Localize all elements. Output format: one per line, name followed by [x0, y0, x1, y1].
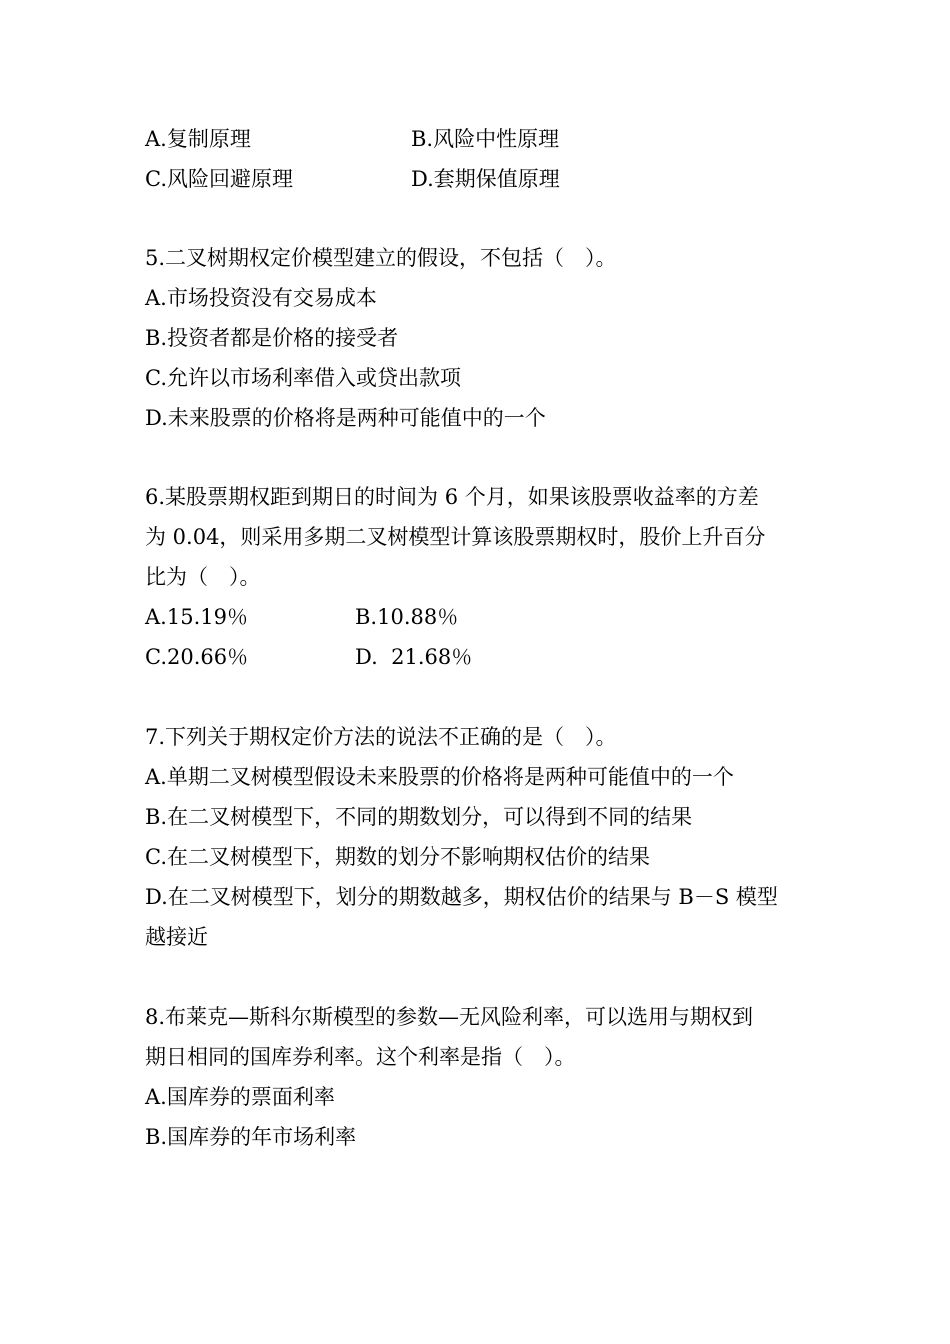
q7-option-c: C.在二叉树模型下，期数的划分不影响期权估价的结果 — [145, 845, 650, 869]
q4-option-b: B.风险中性原理 — [411, 127, 560, 151]
q6-option-a: A.15.19％ — [145, 605, 248, 629]
q8-option-b: B.国库券的年市场利率 — [145, 1125, 357, 1149]
q7-option-d-line-2: 越接近 — [145, 925, 208, 949]
q7-option-d-line-1: D.在二叉树模型下，划分的期数越多，期权估价的结果与 B－S 模型 — [145, 885, 778, 909]
q4-option-c: C.风险回避原理 — [145, 167, 293, 191]
q7-stem: 7.下列关于期权定价方法的说法不正确的是（ ）。 — [145, 725, 617, 749]
q7-option-b: B.在二叉树模型下，不同的期数划分，可以得到不同的结果 — [145, 805, 693, 829]
q4-option-a: A.复制原理 — [145, 127, 251, 151]
q5-option-b: B.投资者都是价格的接受者 — [145, 326, 399, 350]
q8-stem-line-1: 8.布莱克—斯科尔斯模型的参数—无风险利率，可以选用与期权到 — [145, 1005, 754, 1029]
q6-stem-line-2: 为 0.04，则采用多期二叉树模型计算该股票期权时，股价上升百分 — [145, 525, 766, 549]
q6-stem-line-3: 比为（ ）。 — [145, 565, 261, 589]
q8-option-a: A.国库券的票面利率 — [145, 1085, 335, 1109]
q6-option-d: D. 21.68％ — [355, 645, 473, 669]
q8-stem-line-2: 期日相同的国库券利率。这个利率是指（ ）。 — [145, 1045, 576, 1069]
q5-option-d: D.未来股票的价格将是两种可能值中的一个 — [145, 406, 546, 430]
q6-stem-line-1: 6.某股票期权距到期日的时间为 6 个月，如果该股票收益率的方差 — [145, 485, 759, 509]
q6-option-b: B.10.88％ — [355, 605, 459, 629]
q5-option-c: C.允许以市场利率借入或贷出款项 — [145, 366, 461, 390]
q7-option-a: A.单期二叉树模型假设未来股票的价格将是两种可能值中的一个 — [145, 765, 734, 789]
q6-option-c: C.20.66％ — [145, 645, 249, 669]
q5-stem: 5.二叉树期权定价模型建立的假设，不包括（ ）。 — [145, 246, 617, 270]
q4-option-d: D.套期保值原理 — [411, 167, 560, 191]
q5-option-a: A.市场投资没有交易成本 — [145, 286, 377, 310]
